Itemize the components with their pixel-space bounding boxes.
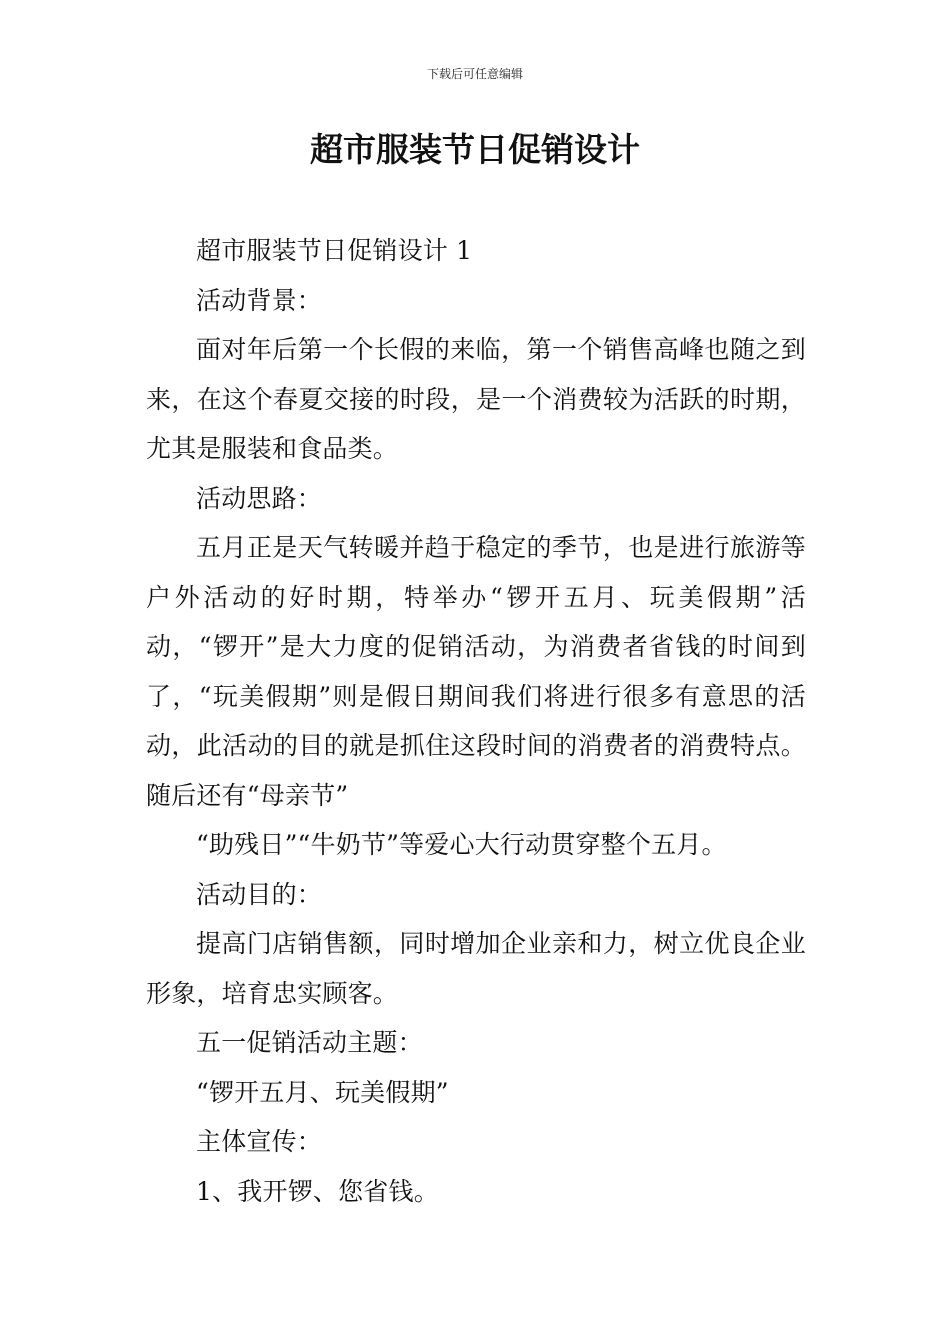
document-title: 超市服装节日促销设计: [310, 130, 640, 169]
heading-activity-idea: 活动思路：: [196, 483, 323, 513]
paragraph-activity-idea-continued: “助残日”“牛奶节”等爱心大行动贯穿整个五月。: [196, 830, 727, 859]
heading-main-publicity: 主体宣传：: [196, 1127, 323, 1156]
document-body: [146, 226, 806, 1216]
paragraph-activity-background: 面对年后第一个长假的来临，第一个销售高峰也随之到来，在这个春夏交接的时段，是一个消费较为活跃的时期，尤其是服装和食品类。: [146, 335, 806, 463]
page-header-note: 下载后可任意编辑: [426, 67, 523, 81]
paragraph-activity-purpose: 提高门店销售额，同时增加企业亲和力，树立优良企业形象，培育忠实顾客。: [146, 929, 806, 1008]
heading-promotion-theme: 五一促销活动主题：: [196, 1028, 423, 1057]
paragraph-activity-idea: 五月正是天气转暖并趋于稳定的季节，也是进行旅游等户外活动的好时期，特举办“锣开五月、玩美假期”活动，“锣开”是大力度的促销活动，为消费者省钱的时间到了，“玩美假期”则是假日期间我们将进行很多有意思的活动，此活动的目的就是抓住这段时间的消费者的消费特点。随后还有“母亲节”: [146, 533, 806, 810]
paragraph-promotion-theme: “锣开五月、玩美假期”: [196, 1077, 449, 1107]
section-heading: 超市服装节日促销设计 1: [196, 236, 473, 265]
list-item-publicity-1: 1、我开锣、您省钱。: [196, 1176, 439, 1206]
heading-activity-background: 活动背景：: [196, 285, 323, 315]
heading-activity-purpose: 活动目的：: [196, 879, 323, 909]
